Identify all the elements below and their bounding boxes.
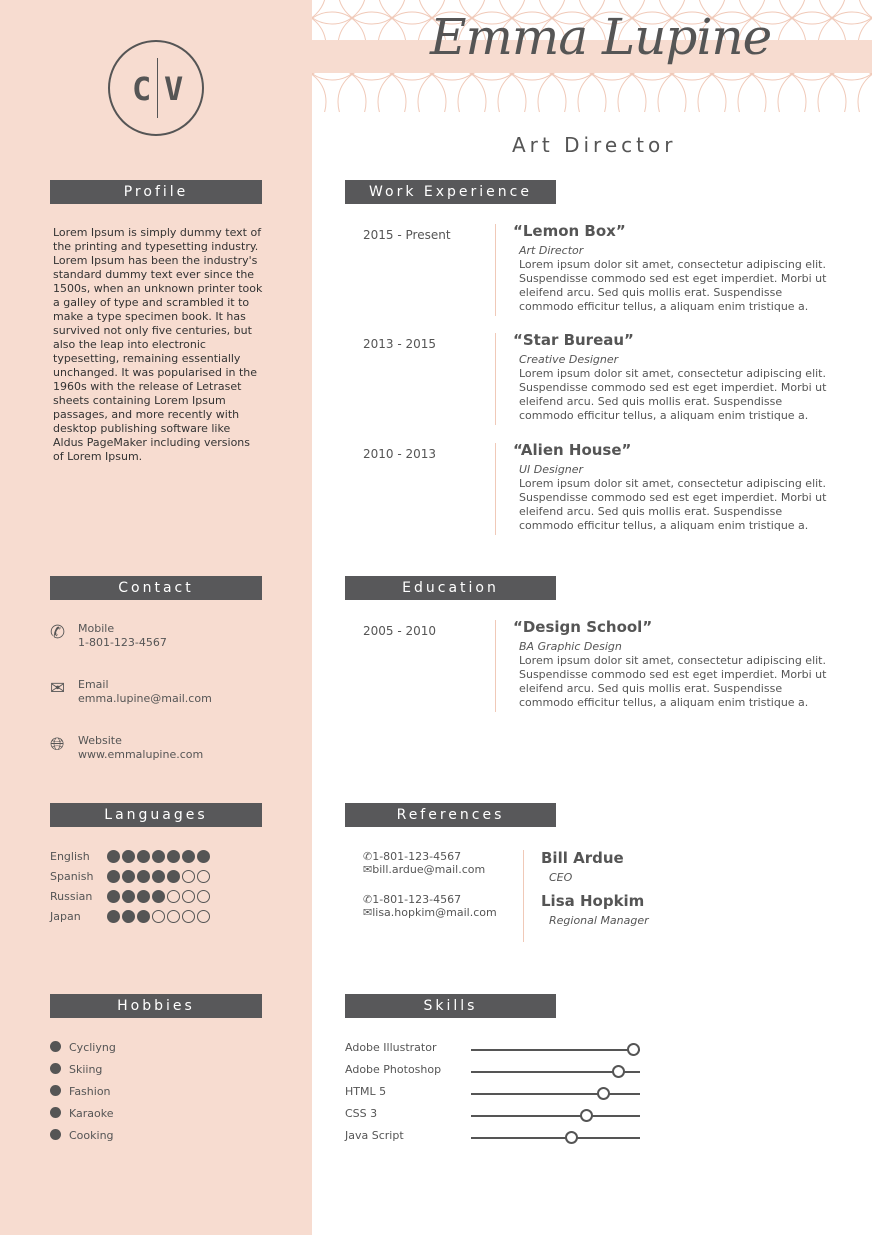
empty-dot xyxy=(197,870,210,883)
bullet-icon xyxy=(50,1063,61,1074)
envelope-icon: ✉ xyxy=(50,678,66,699)
entry-title: Creative Designer xyxy=(519,353,619,366)
entry-description: Lorem ipsum dolor sit amet, consectetur adipiscing elit. Suspendisse commodo sed est eget imperdiet. Morbi ut eleifend arcu. Sed quis mollis erat. Suspendisse commodo efficitur tellus, a aliquam enim tristique a. xyxy=(519,654,827,709)
filled-dot xyxy=(152,850,165,863)
language-level xyxy=(107,890,210,903)
empty-dot xyxy=(167,910,180,923)
filled-dot xyxy=(107,890,120,903)
hobby-item xyxy=(50,1063,102,1076)
skill-name: HTML 5 xyxy=(345,1085,387,1098)
skill-track xyxy=(471,1049,640,1051)
hobby-item xyxy=(50,1107,114,1120)
skill-level-knob xyxy=(580,1109,593,1122)
phone-icon: ✆ xyxy=(363,893,373,906)
profile-heading: Profile xyxy=(50,180,262,204)
job-title: Art Director xyxy=(512,133,677,157)
empty-dot xyxy=(182,910,195,923)
filled-dot xyxy=(167,850,180,863)
skill-row xyxy=(345,1085,645,1101)
skill-name: Adobe Photoshop xyxy=(345,1063,442,1076)
contact-label: Mobile xyxy=(78,622,115,635)
entry-years: 2010 - 2013 xyxy=(363,447,437,461)
phone-icon: ✆ xyxy=(50,622,66,643)
empty-dot xyxy=(197,890,210,903)
education-heading: Education xyxy=(345,576,556,600)
entry-title: BA Graphic Design xyxy=(519,640,622,653)
hobby-name: Cooking xyxy=(69,1129,114,1142)
entry-company: “Alien House” xyxy=(513,441,632,459)
reference-contact xyxy=(363,893,497,919)
filled-dot xyxy=(122,910,135,923)
hobby-name: Fashion xyxy=(69,1085,111,1098)
contact-value[interactable]: www.emmalupine.com xyxy=(78,748,204,761)
contact-email xyxy=(50,678,212,706)
filled-dot xyxy=(137,850,150,863)
filled-dot xyxy=(137,890,150,903)
skill-name: Java Script xyxy=(345,1129,404,1142)
filled-dot xyxy=(197,850,210,863)
entry-divider xyxy=(495,620,496,712)
monogram-v: V xyxy=(164,70,184,108)
filled-dot xyxy=(152,890,165,903)
entry-company: “Star Bureau” xyxy=(513,331,634,349)
language-row xyxy=(50,870,93,890)
contact-mobile xyxy=(50,622,167,650)
skill-level-knob xyxy=(565,1131,578,1144)
skill-row xyxy=(345,1129,645,1145)
filled-dot xyxy=(122,870,135,883)
skill-track xyxy=(471,1093,640,1095)
empty-dot xyxy=(152,910,165,923)
references-divider xyxy=(523,850,524,942)
entry-title: UI Designer xyxy=(519,463,584,476)
profile-text: Lorem Ipsum is simply dummy text of the printing and typesetting industry. Lorem Ipsum has been the industry's standard dummy text ever since the 1500s, when an unknown printer took a galley of type and scrambled it to make a type specimen book. It has survived not only five centuries, but also the leap into electronic typesetting, remaining essentially unchanged. It was popularised in the 1960s with the release of Letraset sheets containing Lorem Ipsum passages, and more recently with desktop publishing software like Aldus PageMaker including versions of Lorem Ipsum. xyxy=(53,226,263,463)
bullet-icon xyxy=(50,1041,61,1052)
language-level xyxy=(107,910,210,923)
hobby-name: Karaoke xyxy=(69,1107,114,1120)
skill-track xyxy=(471,1137,640,1139)
entry-years: 2005 - 2010 xyxy=(363,624,437,638)
language-row xyxy=(50,850,90,870)
language-row xyxy=(50,910,81,930)
entry-divider xyxy=(495,224,496,316)
bullet-icon xyxy=(50,1107,61,1118)
skill-name: CSS 3 xyxy=(345,1107,378,1120)
reference-role: CEO xyxy=(549,871,573,884)
hobby-item xyxy=(50,1041,116,1054)
globe-icon: 🌐︎ xyxy=(50,734,65,755)
reference-name: Lisa Hopkim xyxy=(541,892,645,910)
filled-dot xyxy=(122,850,135,863)
monogram-divider xyxy=(157,58,158,118)
cv-monogram-logo xyxy=(108,40,204,136)
monogram-c: C xyxy=(132,70,152,108)
bullet-icon xyxy=(50,1129,61,1140)
contact-label: Email xyxy=(78,678,109,691)
empty-dot xyxy=(182,890,195,903)
hobbies-heading: Hobbies xyxy=(50,994,262,1018)
contact-website xyxy=(50,734,203,762)
filled-dot xyxy=(137,870,150,883)
reference-email[interactable]: lisa.hopkim@mail.com xyxy=(372,906,497,919)
language-name: Spanish xyxy=(50,870,94,883)
work-heading: Work Experience xyxy=(345,180,556,204)
reference-phone: 1-801-123-4567 xyxy=(372,893,462,906)
contact-label: Website xyxy=(78,734,122,747)
hobby-item xyxy=(50,1085,111,1098)
filled-dot xyxy=(182,850,195,863)
language-name: English xyxy=(50,850,90,863)
filled-dot xyxy=(107,850,120,863)
contact-heading: Contact xyxy=(50,576,262,600)
entry-years: 2013 - 2015 xyxy=(363,337,437,351)
entry-title: Art Director xyxy=(519,244,584,257)
entry-company: “Design School” xyxy=(513,618,653,636)
languages-heading: Languages xyxy=(50,803,262,827)
filled-dot xyxy=(107,910,120,923)
skills-heading: Skills xyxy=(345,994,556,1018)
hobby-item xyxy=(50,1129,114,1142)
envelope-icon: ✉ xyxy=(363,863,373,876)
skill-level-knob xyxy=(612,1065,625,1078)
entry-description: Lorem ipsum dolor sit amet, consectetur adipiscing elit. Suspendisse commodo sed est eget imperdiet. Morbi ut eleifend arcu. Sed quis mollis erat. Suspendisse commodo efficitur tellus, a aliquam enim tristique a. xyxy=(519,477,827,532)
skill-track xyxy=(471,1115,640,1117)
skill-name: Adobe Illustrator xyxy=(345,1041,437,1054)
entry-years: 2015 - Present xyxy=(363,228,451,242)
empty-dot xyxy=(182,870,195,883)
reference-role: Regional Manager xyxy=(549,914,649,927)
candidate-name: Emma Lupine xyxy=(430,8,772,66)
skill-level-knob xyxy=(597,1087,610,1100)
filled-dot xyxy=(167,870,180,883)
language-level xyxy=(107,870,210,883)
hobby-name: Skiing xyxy=(69,1063,103,1076)
skill-level-knob xyxy=(627,1043,640,1056)
entry-description: Lorem ipsum dolor sit amet, consectetur adipiscing elit. Suspendisse commodo sed est eget imperdiet. Morbi ut eleifend arcu. Sed quis mollis erat. Suspendisse commodo efficitur tellus, a aliquam enim tristique a. xyxy=(519,258,827,313)
language-name: Russian xyxy=(50,890,93,903)
language-row xyxy=(50,890,92,910)
phone-icon: ✆ xyxy=(363,850,373,863)
entry-divider xyxy=(495,443,496,535)
contact-value[interactable]: emma.lupine@mail.com xyxy=(78,692,212,705)
entry-company: “Lemon Box” xyxy=(513,222,626,240)
contact-value: 1-801-123-4567 xyxy=(78,636,167,649)
skill-row xyxy=(345,1041,645,1057)
entry-description: Lorem ipsum dolor sit amet, consectetur adipiscing elit. Suspendisse commodo sed est eget imperdiet. Morbi ut eleifend arcu. Sed quis mollis erat. Suspendisse commodo efficitur tellus, a aliquam enim tristique a. xyxy=(519,367,827,422)
reference-phone: 1-801-123-4567 xyxy=(372,850,462,863)
language-name: Japan xyxy=(50,910,81,923)
reference-contact xyxy=(363,850,485,876)
empty-dot xyxy=(197,910,210,923)
filled-dot xyxy=(137,910,150,923)
language-level xyxy=(107,850,210,863)
envelope-icon: ✉ xyxy=(363,906,373,919)
reference-email[interactable]: bill.ardue@mail.com xyxy=(372,863,486,876)
filled-dot xyxy=(122,890,135,903)
skill-row xyxy=(345,1107,645,1123)
bullet-icon xyxy=(50,1085,61,1096)
references-heading: References xyxy=(345,803,556,827)
skill-row xyxy=(345,1063,645,1079)
filled-dot xyxy=(107,870,120,883)
entry-divider xyxy=(495,333,496,425)
empty-dot xyxy=(167,890,180,903)
hobby-name: Cycliyng xyxy=(69,1041,116,1054)
reference-name: Bill Ardue xyxy=(541,849,624,867)
filled-dot xyxy=(152,870,165,883)
